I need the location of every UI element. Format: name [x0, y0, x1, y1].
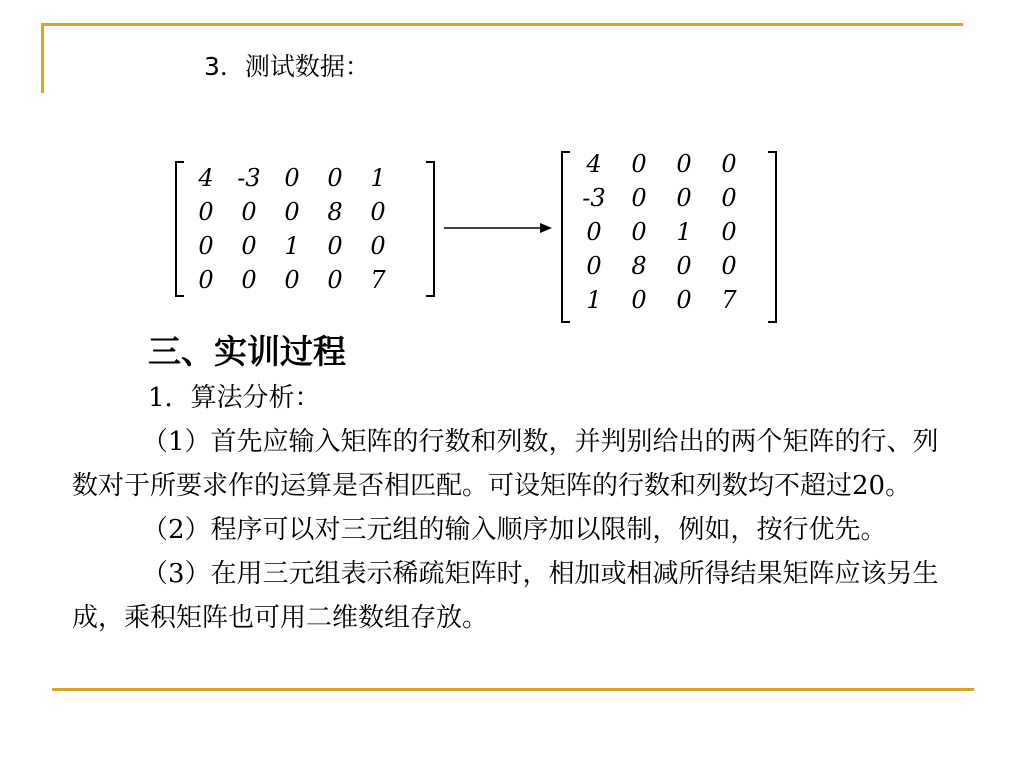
top-divider-line: [41, 23, 963, 26]
matrix-a-cell-r4-c4: 0: [327, 266, 343, 294]
matrix-a-cell-r3-c3: 1: [284, 232, 300, 260]
matrix-b-cell-r4-c3: 0: [676, 252, 692, 280]
matrix-a-cell-r1-c3: 0: [284, 164, 300, 192]
bottom-divider-line: [52, 688, 974, 691]
matrix-a-cell-r4-c3: 0: [284, 266, 300, 294]
matrix-a-cell-r3-c2: 0: [241, 232, 257, 260]
matrix-b-cell-r5-c4: 7: [721, 286, 737, 314]
matrix-b-cell-r1-c3: 0: [676, 150, 692, 178]
matrix-a-cell-r1-c1: 4: [198, 164, 214, 192]
matrix-a-cell-r2-c4: 8: [327, 198, 343, 226]
matrix-a-cell-r3-c1: 0: [198, 232, 214, 260]
body-text: [72, 376, 952, 640]
paragraph-2: （2）程序可以对三元组的输入顺序加以限制，例如，按行优先。: [142, 515, 887, 545]
matrix-b-cell-r4-c1: 0: [586, 252, 602, 280]
matrix-a-cell-r1-c5: 1: [370, 164, 386, 192]
figure-background: [170, 146, 786, 332]
matrix-b-cell-r5-c3: 0: [676, 286, 692, 314]
algorithm-analysis-heading: 1．算法分析：: [148, 383, 321, 413]
matrix-b-cell-r5-c1: 1: [586, 286, 602, 314]
matrix-b-cell-r4-c4: 0: [721, 252, 737, 280]
matrix-b-cell-r1-c1: 4: [586, 150, 602, 178]
test-data-heading: 3．测试数据：: [204, 52, 370, 81]
matrix-a-cell-r2-c3: 0: [284, 198, 300, 226]
matrix-transpose-figure: [170, 146, 786, 332]
matrix-b-cell-r5-c2: 0: [631, 286, 647, 314]
matrix-a-cell-r3-c4: 0: [327, 232, 343, 260]
paragraph-1: （1）首先应输入矩阵的行数和列数，并判别给出的两个矩阵的行、列数对于所要求作的运算是否相匹配。可设矩阵的行数和列数均不超过20。: [72, 427, 939, 501]
matrix-b-cell-r2-c4: 0: [721, 184, 737, 212]
matrix-a-cell-r2-c5: 0: [370, 198, 386, 226]
matrix-a-cell-r4-c5: 7: [370, 266, 386, 294]
matrix-a-cell-r4-c2: 0: [241, 266, 257, 294]
matrix-a-cell-r3-c5: 0: [370, 232, 386, 260]
paragraph-3: （3）在用三元组表示稀疏矩阵时，相加或相减所得结果矩阵应该另生成，乘积矩阵也可用二维数组存放。: [72, 559, 939, 633]
matrix-b-cell-r3-c1: 0: [586, 218, 602, 246]
matrix-b-cell-r3-c3: 1: [676, 218, 692, 246]
matrix-b-cell-r2-c1: -3: [582, 184, 606, 212]
matrix-b-cell-r1-c4: 0: [721, 150, 737, 178]
matrix-b-cell-r2-c3: 0: [676, 184, 692, 212]
matrix-a-cell-r2-c2: 0: [241, 198, 257, 226]
matrix-a-cell-r2-c1: 0: [198, 198, 214, 226]
matrix-a-cell-r1-c2: -3: [237, 164, 261, 192]
matrix-a-cell-r1-c4: 0: [327, 164, 343, 192]
matrix-a-cell-r4-c1: 0: [198, 266, 214, 294]
matrix-b-cell-r3-c4: 0: [721, 218, 737, 246]
matrix-b-cell-r2-c2: 0: [631, 184, 647, 212]
matrix-b-cell-r1-c2: 0: [631, 150, 647, 178]
left-accent-line: [41, 23, 44, 93]
section-title: 三、实训过程: [148, 332, 346, 371]
matrix-b-cell-r4-c2: 8: [631, 252, 647, 280]
matrix-b-cell-r3-c2: 0: [631, 218, 647, 246]
